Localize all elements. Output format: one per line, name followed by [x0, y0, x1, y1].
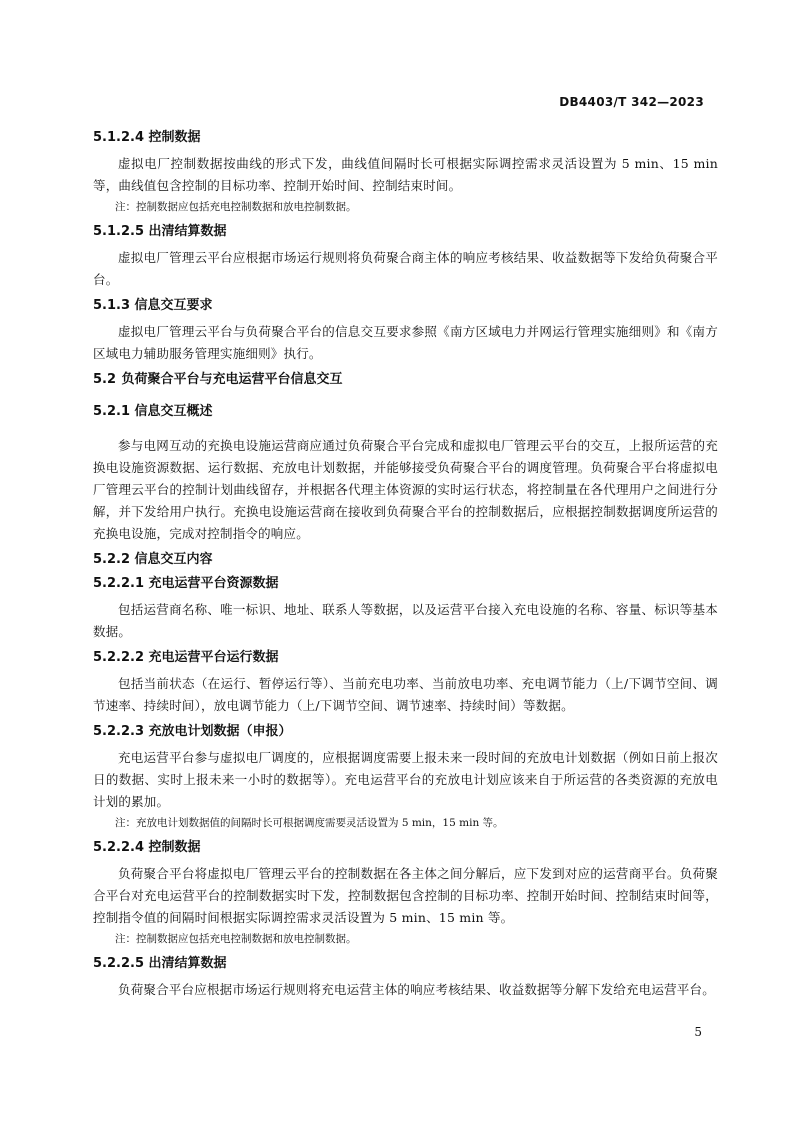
note: 注：控制数据应包括充电控制数据和放电控制数据。 [115, 933, 357, 945]
heading-5-2-2-3 [93, 723, 718, 741]
heading-number: 5.2.2 [93, 552, 131, 567]
paragraph: 虚拟电厂控制数据按曲线的形式下发，曲线值间隔时长可根据实际调控需求灵活设置为 5 min、15 min 等，曲线值包含控制的目标功率、控制开始时间、控制结束时间。 [93, 156, 718, 193]
heading-5-2-2 [93, 551, 718, 569]
paragraph: 参与电网互动的充换电设施运营商应通过负荷聚合平台完成和虚拟电厂管理云平台的交互，上报所运营的充换电设施资源数据、运行数据、充放电计划数据，并能够接受负荷聚合平台的调度管理。负荷聚合平台将虚拟电厂管理云平台的控制计划曲线留存，并根据各代理主体资源的实时运行状态，将控制量在各代理用户之间进行分解，并下发给用户执行。充换电设施运营商在接收到负荷聚合平台的控制数据后，应根据控制数据调度所运营的充换电设施，完成对控制指令的响应。 [93, 438, 718, 541]
heading-title: 充电运营平台运行数据 [148, 650, 279, 665]
heading-number: 5.2.2.3 [93, 724, 144, 739]
heading-title: 信息交互要求 [134, 298, 213, 313]
heading-title: 出清结算数据 [148, 224, 227, 239]
heading-5-1-2-5 [93, 223, 718, 241]
heading-number: 5.2.1 [93, 404, 131, 419]
heading-number: 5.2.2.4 [93, 840, 144, 855]
document-body [93, 129, 718, 1007]
heading-number: 5.2.2.1 [93, 576, 144, 591]
paragraph: 包括当前状态（在运行、暂停运行等）、当前充电功率、当前放电功率、充电调节能力（上/下调节空间、调节速率、持续时间），放电调节能力（上/下调节空间、调节速率、持续时间）等数据。 [93, 676, 718, 713]
heading-number: 5.2.2.5 [93, 956, 144, 971]
paragraph: 虚拟电厂管理云平台应根据市场运行规则将负荷聚合商主体的响应考核结果、收益数据等下发给负荷聚合平台。 [93, 250, 718, 287]
page-number: 5 [694, 1025, 702, 1039]
heading-title: 充电运营平台资源数据 [148, 576, 279, 591]
paragraph: 负荷聚合平台应根据市场运行规则将充电运营主体的响应考核结果、收益数据等分解下发给充电运营平台。 [118, 982, 715, 997]
paragraph: 包括运营商名称、唯一标识、地址、联系人等数据，以及运营平台接入充电设施的名称、容量、标识等基本数据。 [93, 602, 718, 639]
heading-title: 控制数据 [148, 840, 201, 855]
heading-5-2-2-4 [93, 839, 718, 857]
document-code: DB4403/T 342—2023 [559, 95, 704, 109]
paragraph: 充电运营平台参与虚拟电厂调度的，应根据调度需要上报未来一段时间的充放电计划数据（例如日前上报次日的数据、实时上报未来一小时的数据等）。充电运营平台的充放电计划应该来自于所运营的各类资源的充放电计划的累加。 [93, 750, 718, 809]
paragraph: 负荷聚合平台将虚拟电厂管理云平台的控制数据在各主体之间分解后，应下发到对应的运营商平台。负荷聚合平台对充电运营平台的控制数据实时下发，控制数据包含控制的目标功率、控制开始时间、控制结束时间等，控制指令值的间隔时间根据实际调控需求灵活设置为 5 min、15 min 等。 [93, 866, 718, 925]
heading-title: 控制数据 [148, 130, 201, 145]
heading-title: 信息交互内容 [134, 552, 213, 567]
heading-number: 5.2.2.2 [93, 650, 144, 665]
heading-5-2-2-5 [93, 955, 718, 973]
heading-number: 5.2 [93, 372, 117, 387]
heading-5-2-2-2 [93, 649, 718, 667]
note: 注：充放电计划数据值的间隔时长可根据调度需要灵活设置为 5 min，15 min 等。 [115, 817, 504, 829]
heading-number: 5.1.3 [93, 298, 131, 313]
heading-number: 5.1.2.4 [93, 130, 144, 145]
note: 注：控制数据应包括充电控制数据和放电控制数据。 [115, 201, 357, 213]
heading-5-1-3 [93, 297, 718, 315]
paragraph: 虚拟电厂管理云平台与负荷聚合平台的信息交互要求参照《南方区域电力并网运行管理实施细则》和《南方区域电力辅助服务管理实施细则》执行。 [93, 324, 718, 361]
heading-5-2-1 [93, 403, 718, 421]
heading-title: 充放电计划数据（申报） [148, 724, 292, 739]
heading-5-2-2-1 [93, 575, 718, 593]
heading-title: 信息交互概述 [134, 404, 213, 419]
heading-number: 5.1.2.5 [93, 224, 144, 239]
heading-5-1-2-4 [93, 129, 718, 147]
heading-title: 负荷聚合平台与充电运营平台信息交互 [121, 372, 343, 387]
heading-title: 出清结算数据 [148, 956, 227, 971]
heading-5-2 [93, 371, 718, 389]
